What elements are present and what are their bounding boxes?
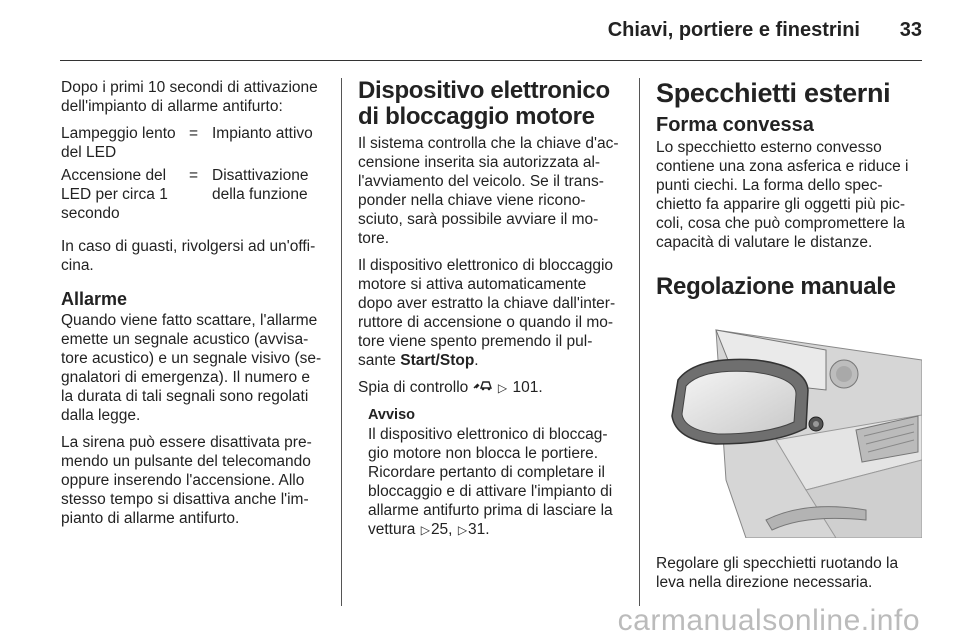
notice-box (368, 406, 624, 540)
indicator-label: Spia di controllo (358, 379, 469, 396)
immobilizer-heading: Dispositivo elettronico di bloccaggio motore (358, 77, 610, 130)
alarm-paragraph-1: Quando viene fatto scattare, l'allarme emette un segnale acustico (avvisa-tore acustico) e un segnale visivo (se-gnalatori di emergenza). Il numero e la durata di tali segnali sono regolati dalla legge. (61, 312, 322, 424)
convex-heading: Forma convessa (656, 114, 814, 136)
manual-adjust-paragraph: Regolare gli specchietti ruotando la leva nella direzione necessaria. (656, 555, 899, 591)
notice-title: Avviso (368, 407, 416, 423)
key-car-warning-icon (473, 378, 493, 397)
led-status-term: Accensione del LED per circa 1 secondo (61, 167, 168, 222)
start-stop-label: Start/Stop (400, 352, 475, 369)
indicator-page-ref: 101. (512, 379, 543, 396)
column-right (656, 78, 924, 600)
led-status-desc: Impianto attivo (212, 125, 313, 142)
fault-text: In caso di guasti, rivolgersi ad un'offi-cina. (61, 238, 316, 274)
page-number: 33 (899, 19, 922, 41)
page-ref-arrow-icon: ▷ (497, 381, 508, 395)
column-divider-1 (341, 78, 342, 606)
notice-text (368, 425, 624, 540)
column-divider-2 (639, 78, 640, 606)
notice-body: Il dispositivo elettronico di bloccag-gio motore non blocca le portiere. Ricordare pertanto di completare il bloccaggio e di attivare l'impianto di allarme antifurto prima di lasciare la vettura (368, 426, 613, 538)
page-title: Chiavi, portiere e finestrini (607, 19, 860, 41)
page-ref-arrow-icon: ▷ (457, 523, 468, 537)
mirrors-heading: Specchietti esterni (656, 78, 891, 108)
convex-paragraph: Lo specchietto esterno convesso contiene una zona asferica e riduce i punti ciechi. La forma dello spec-chietto fa apparire gli oggetti più pic-coli, cosa che può compromettere la capacità di valutare le distanze. (656, 139, 909, 251)
led-status-term: Lampeggio lento del LED (61, 125, 176, 161)
indicator-line (358, 378, 624, 398)
immobilizer-text: Il dispositivo elettronico di bloccaggio motore si attiva automaticamente dopo aver estratto la chiave dall'inter-ruttore di accensione o quando il mo-tore viene spento premendo il pul-sante (358, 257, 616, 369)
led-status-desc: Disattivazione della funzione (212, 167, 309, 203)
led-status-row (61, 124, 326, 162)
led-status-table (61, 124, 326, 223)
page-header (60, 0, 922, 61)
alarm-paragraph-2: La sirena può essere disattivata pre-mendo un pulsante del telecomando oppure inserendo l'accensione. Allo stesso tempo si disattiva anche l'im-pianto di allarme antifurto. (61, 434, 312, 527)
watermark: carmanualsonline.info (617, 604, 920, 637)
column-left (61, 78, 326, 536)
immobilizer-paragraph-1: Il sistema controlla che la chiave d'ac-censione inserita sia autorizzata al-l'avviamento del veicolo. Se il trans-ponder nella chiave viene ricono-sciuto, sarà possibile avviare il mo-tore. (358, 135, 619, 247)
notice-ref-1: 25, (430, 521, 453, 538)
led-status-equals: = (189, 167, 199, 184)
led-status-equals: = (189, 125, 199, 142)
immobilizer-text-end: . (474, 352, 479, 369)
side-mirror-adjustment-illustration (656, 320, 922, 538)
column-middle (358, 78, 624, 540)
led-status-row (61, 166, 326, 223)
manual-adjust-heading: Regolazione manuale (656, 273, 896, 300)
immobilizer-paragraph-2 (358, 256, 624, 370)
page-ref-arrow-icon: ▷ (420, 523, 430, 537)
alarm-heading: Allarme (61, 289, 128, 309)
notice-ref-2: 31. (468, 521, 490, 538)
alarm-intro: Dopo i primi 10 secondi di attivazione dell'impianto di allarme antifurto: (61, 79, 318, 115)
